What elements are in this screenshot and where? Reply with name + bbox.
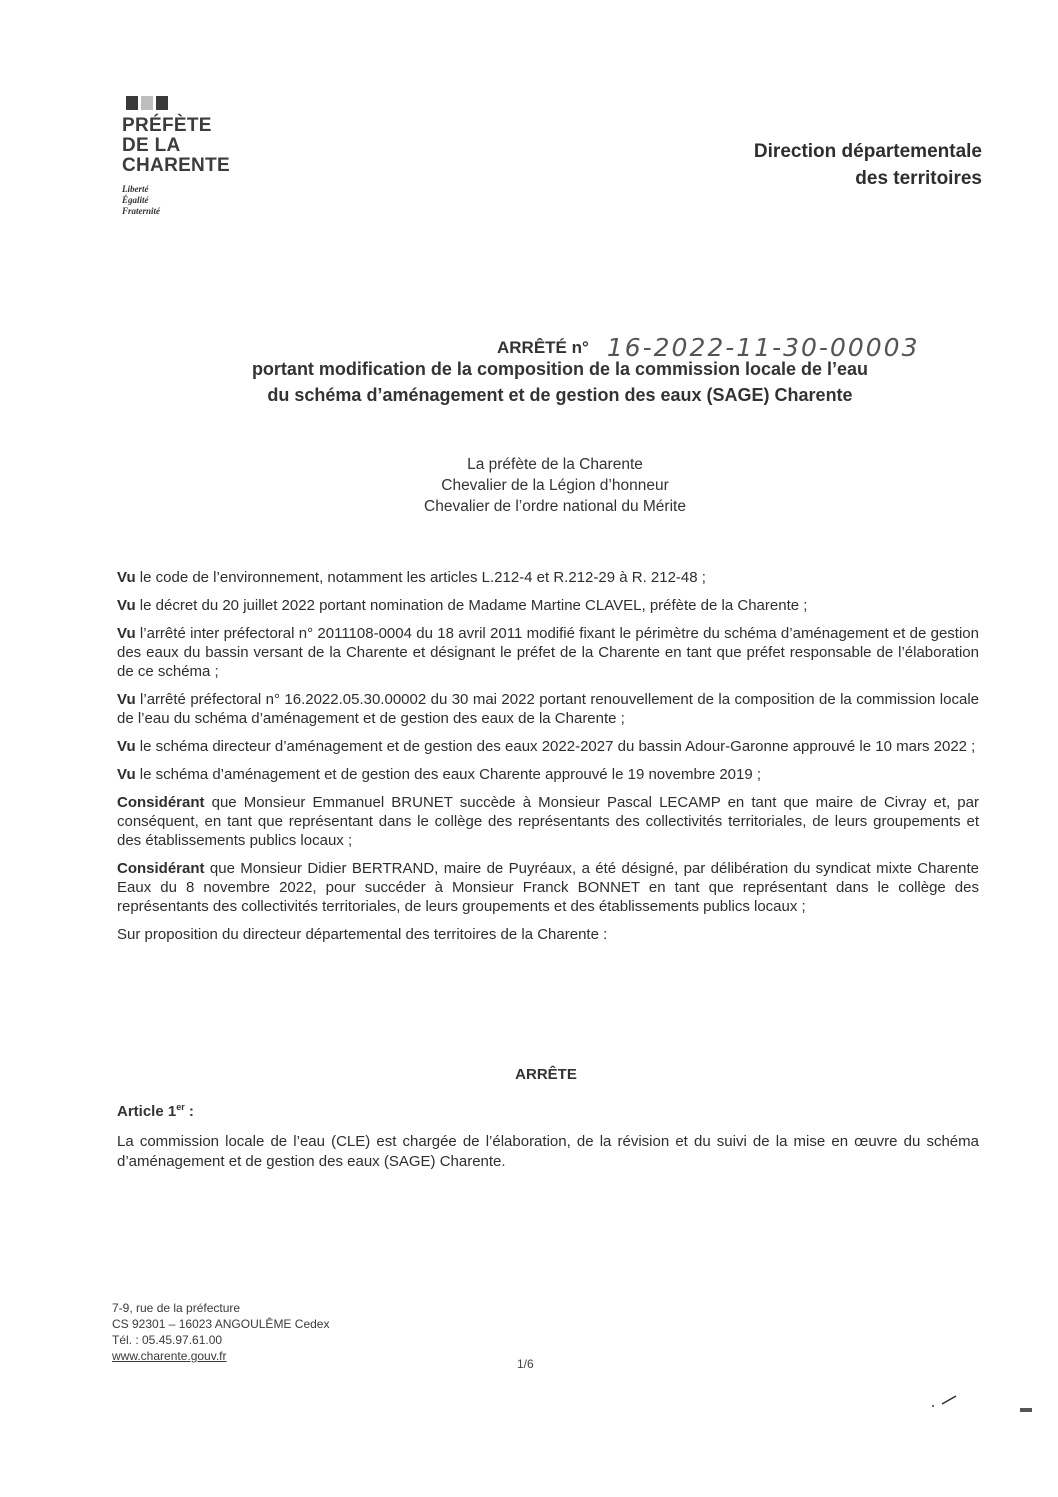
prefete-titles: La préfète de la Charente Chevalier de la Légion d’honneur Chevalier de l’ordre national du Mérite — [424, 456, 686, 515]
decision-heading: ARRÊTE — [515, 1066, 577, 1083]
arrete-number: 16-2022-11-30-00003 — [606, 333, 920, 362]
prefecture-logo — [122, 96, 282, 217]
marianne-flag-icon — [126, 96, 282, 110]
article-text: La commission locale de l’eau (CLE) est chargée de l’élaboration, de la révision et du suivi de la mise en œuvre du schéma d’aménagement et de gestion des eaux (SAGE) Charente. — [117, 1133, 979, 1170]
proposal-paragraph: Sur proposition du directeur départemental des territoires de la Charente : — [117, 926, 608, 943]
footer-address: 7-9, rue de la préfecture CS 92301 – 16023 ANGOULÊME Cedex Tél. : 05.45.97.61.00 www.charente.gouv.fr — [112, 1301, 330, 1363]
article-title: Article 1er : — [117, 1102, 194, 1120]
visa-paragraph: Vu le décret du 20 juillet 2022 portant nomination de Madame Martine CLAVEL, préfète de la Charente ; — [117, 597, 808, 614]
republic-motto: Liberté Égalité Fraternité — [122, 184, 161, 216]
scan-mark — [1020, 1408, 1032, 1412]
visas-list — [117, 568, 979, 953]
website-link[interactable]: www.charente.gouv.fr — [112, 1349, 227, 1363]
arrete-number-line: ARRÊTÉ n° 16-2022-11-30-00003 — [497, 333, 920, 362]
considerant-paragraph: Considérant que Monsieur Emmanuel BRUNET succède à Monsieur Pascal LECAMP en tant que maire de Civray et, par conséquent, en tant que représentant dans le collège des représentants des collectivités territoriales, de leurs groupements et des établissements publics locaux ; — [117, 794, 979, 849]
initials-mark-icon — [930, 1392, 960, 1412]
page-number: 1/6 — [517, 1357, 534, 1371]
department-name: Direction départementale des territoires — [753, 141, 982, 189]
visa-paragraph: Vu l’arrêté inter préfectoral n° 2011108-0004 du 18 avril 2011 modifié fixant le périmètre du schéma d’aménagement et de gestion des eaux du bassin versant de la Charente et désignant le préfet de la Charente en tant que préfet responsable de l’élaboration de ce schéma ; — [117, 625, 979, 680]
visa-paragraph: Vu le schéma directeur d’aménagement et de gestion des eaux 2022-2027 du bassin Adour-Garonne approuvé le 10 mars 2022 ; — [117, 738, 976, 755]
arrete-subtitle: portant modification de la composition de la commission locale de l’eau du schéma d’aménagement et de gestion des eaux (SAGE) Charente — [251, 359, 869, 405]
considerant-paragraph: Considérant que Monsieur Didier BERTRAND, maire de Puyréaux, a été désigné, par délibération du syndicat mixte Charente Eaux du 8 novembre 2022, pour succéder à Monsieur Franck BONNET en tant que représentant dans le collège des représentants des collectivités territoriales, de leurs groupements et des établissements publics locaux ; — [117, 860, 979, 915]
visa-paragraph: Vu le schéma d’aménagement et de gestion des eaux Charente approuvé le 19 novembre 2019 ; — [117, 766, 762, 783]
visa-paragraph: Vu l’arrêté préfectoral n° 16.2022.05.30.00002 du 30 mai 2022 portant renouvellement de la composition de la commission locale de l’eau du schéma d’aménagement et de gestion des eaux de la Charente ; — [117, 691, 979, 727]
logo-title: PRÉFÈTE DE LA CHARENTE — [122, 115, 230, 176]
visa-paragraph: Vu le code de l’environnement, notamment les articles L.212-4 et R.212-29 à R. 212-48 ; — [117, 569, 706, 586]
